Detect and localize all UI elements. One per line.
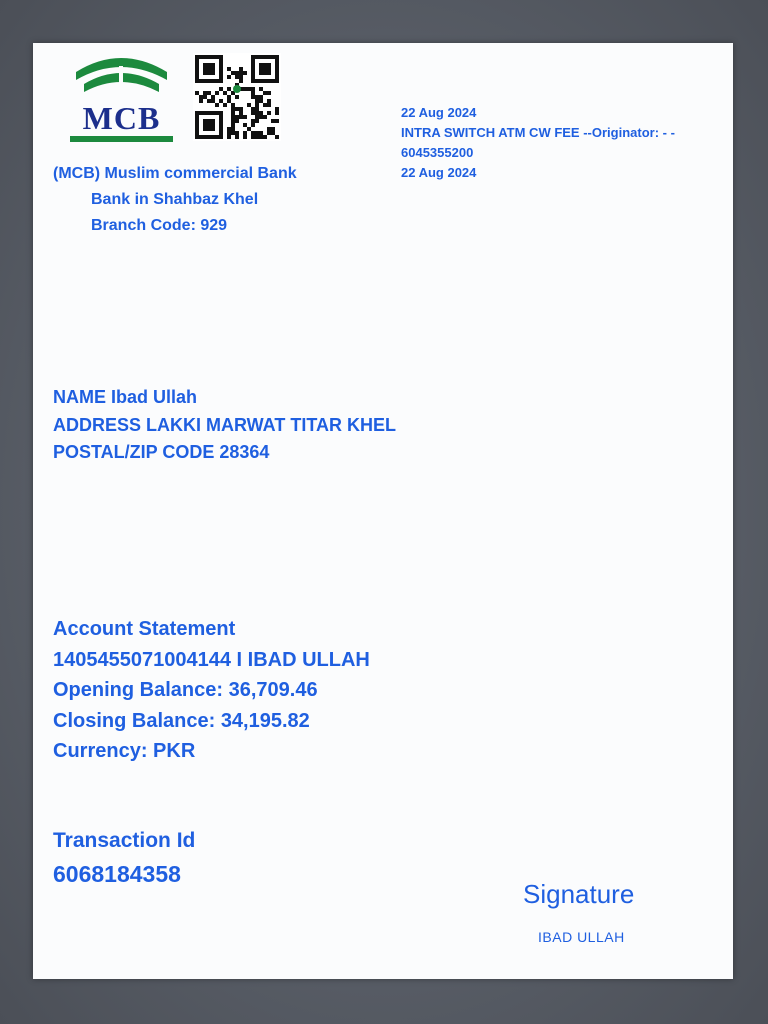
account-statement <box>53 614 370 767</box>
mcb-logo-emblem <box>70 50 173 100</box>
transaction-id: 6068184358 <box>53 861 181 887</box>
customer-info <box>53 384 396 467</box>
customer-address: ADDRESS LAKKI MARWAT TITAR KHEL <box>53 414 396 435</box>
statement-title: Account Statement <box>53 618 236 640</box>
bank-location: Bank in Shahbaz Khel <box>91 191 259 208</box>
logo-text: MCB <box>82 100 161 136</box>
closing-balance: Closing Balance: 34,195.82 <box>53 709 310 732</box>
header-description: INTRA SWITCH ATM CW FEE --Originator: - - <box>401 125 675 140</box>
header-reference: 6045355200 <box>401 145 474 160</box>
branch-code: Branch Code: 929 <box>91 217 228 234</box>
header-date-2: 22 Aug 2024 <box>401 165 477 180</box>
signature-label: Signature <box>523 879 635 909</box>
transaction-header <box>401 103 675 183</box>
currency: Currency: PKR <box>53 740 196 762</box>
qr-code <box>193 53 281 141</box>
customer-postal: POSTAL/ZIP CODE 28364 <box>53 442 270 462</box>
customer-name: NAME Ibad Ullah <box>53 387 198 407</box>
qr-code-graphic <box>193 53 281 141</box>
transaction-id-label: Transaction Id <box>53 829 196 852</box>
signature-name: IBAD ULLAH <box>538 929 625 945</box>
opening-balance: Opening Balance: 36,709.46 <box>53 679 318 701</box>
header-date: 22 Aug 2024 <box>401 105 477 120</box>
mcb-logo <box>70 50 173 140</box>
statement-document <box>33 43 733 979</box>
bank-name: (MCB) Muslim commercial Bank <box>53 165 297 182</box>
logo-bar <box>70 136 173 142</box>
account-number: 1405455071004144 I IBAD ULLAH <box>53 648 370 671</box>
bank-info <box>53 161 297 239</box>
